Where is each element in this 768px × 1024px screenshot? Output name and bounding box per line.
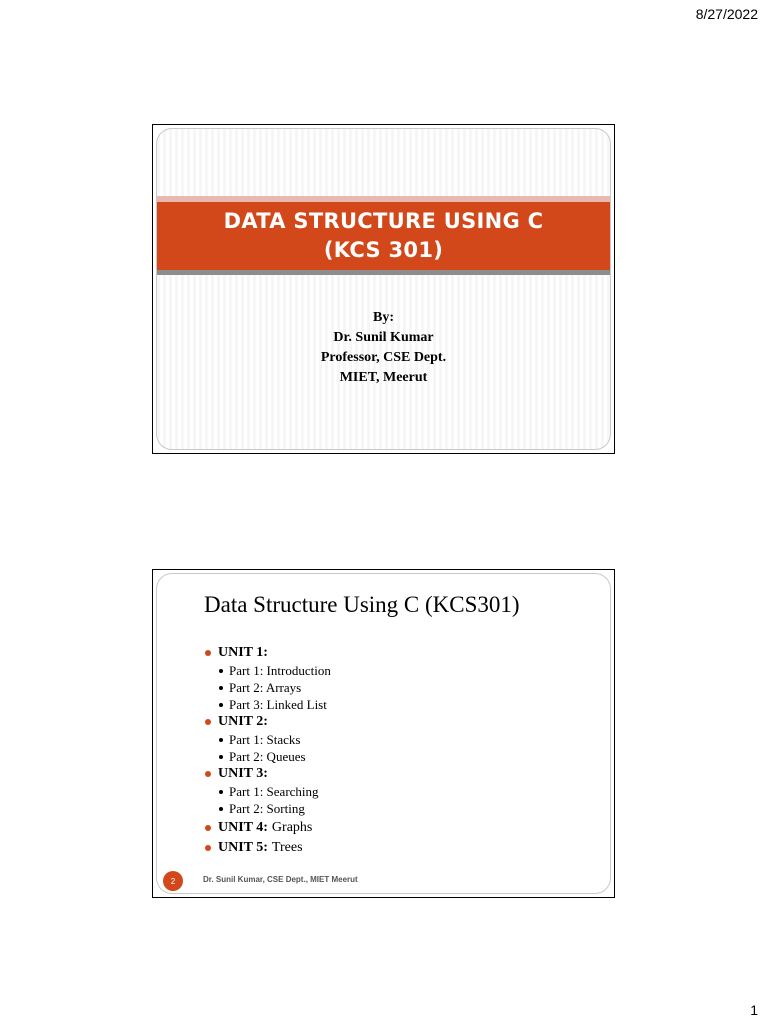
- unit-item: [205, 713, 331, 731]
- bullet-icon: [219, 669, 223, 673]
- unit-item: [205, 644, 331, 662]
- part-item: [219, 662, 331, 679]
- unit-label: UNIT 4:: [218, 820, 268, 835]
- part-item: [219, 800, 331, 817]
- slide-number-badge: 2: [163, 871, 183, 891]
- part-item: [219, 696, 331, 713]
- page-date: 8/27/2022: [695, 6, 758, 22]
- unit-label: UNIT 1:: [218, 645, 268, 660]
- title-line-1: DATA STRUCTURE USING C: [223, 209, 544, 233]
- part-label: Part 2: Queues: [229, 748, 306, 764]
- part-item: [219, 731, 331, 748]
- bullet-icon: [205, 771, 211, 777]
- slide-2: [152, 569, 615, 898]
- bullet-icon: [205, 825, 211, 831]
- unit-item: [205, 819, 331, 837]
- slide-footer: Dr. Sunil Kumar, CSE Dept., MIET Meerut: [203, 875, 358, 884]
- part-label: Part 1: Searching: [229, 783, 319, 799]
- bullet-icon: [219, 790, 223, 794]
- author-line: Dr. Sunil Kumar: [333, 330, 434, 345]
- author-block: [157, 308, 610, 388]
- bullet-icon: [219, 755, 223, 759]
- unit-topic: Graphs: [271, 820, 313, 835]
- bullet-icon: [219, 686, 223, 690]
- unit-label: UNIT 3:: [218, 766, 268, 781]
- part-label: Part 3: Linked List: [229, 696, 327, 712]
- slide-2-title: Data Structure Using C (KCS301): [204, 592, 520, 617]
- slide-1-frame: [156, 128, 611, 450]
- part-label: Part 1: Stacks: [229, 731, 301, 747]
- part-label: Part 2: Sorting: [229, 800, 305, 816]
- bullet-icon: [205, 845, 211, 851]
- unit-label: UNIT 2:: [218, 714, 268, 729]
- bullet-icon: [205, 650, 211, 656]
- unit-topic: Trees: [271, 840, 303, 855]
- bullet-icon: [219, 703, 223, 707]
- slide-1: [152, 124, 615, 454]
- page-number: 1: [750, 1002, 758, 1018]
- unit-item: [205, 839, 331, 857]
- bullet-icon: [205, 719, 211, 725]
- unit-list: [205, 644, 331, 857]
- title-band: [157, 202, 610, 270]
- bullet-icon: [219, 807, 223, 811]
- bullet-icon: [219, 738, 223, 742]
- author-line: By:: [373, 310, 394, 325]
- unit-item: [205, 765, 331, 783]
- title-line-2: (KCS 301): [323, 238, 444, 262]
- part-item: [219, 679, 331, 696]
- part-item: [219, 748, 331, 765]
- author-line: MIET, Meerut: [339, 370, 428, 385]
- slide-2-frame: [156, 573, 611, 894]
- part-item: [219, 783, 331, 800]
- part-label: Part 1: Introduction: [229, 662, 331, 678]
- author-line: Professor, CSE Dept.: [320, 350, 447, 365]
- grey-band: [157, 270, 610, 275]
- unit-label: UNIT 5:: [218, 840, 268, 855]
- part-label: Part 2: Arrays: [229, 679, 302, 695]
